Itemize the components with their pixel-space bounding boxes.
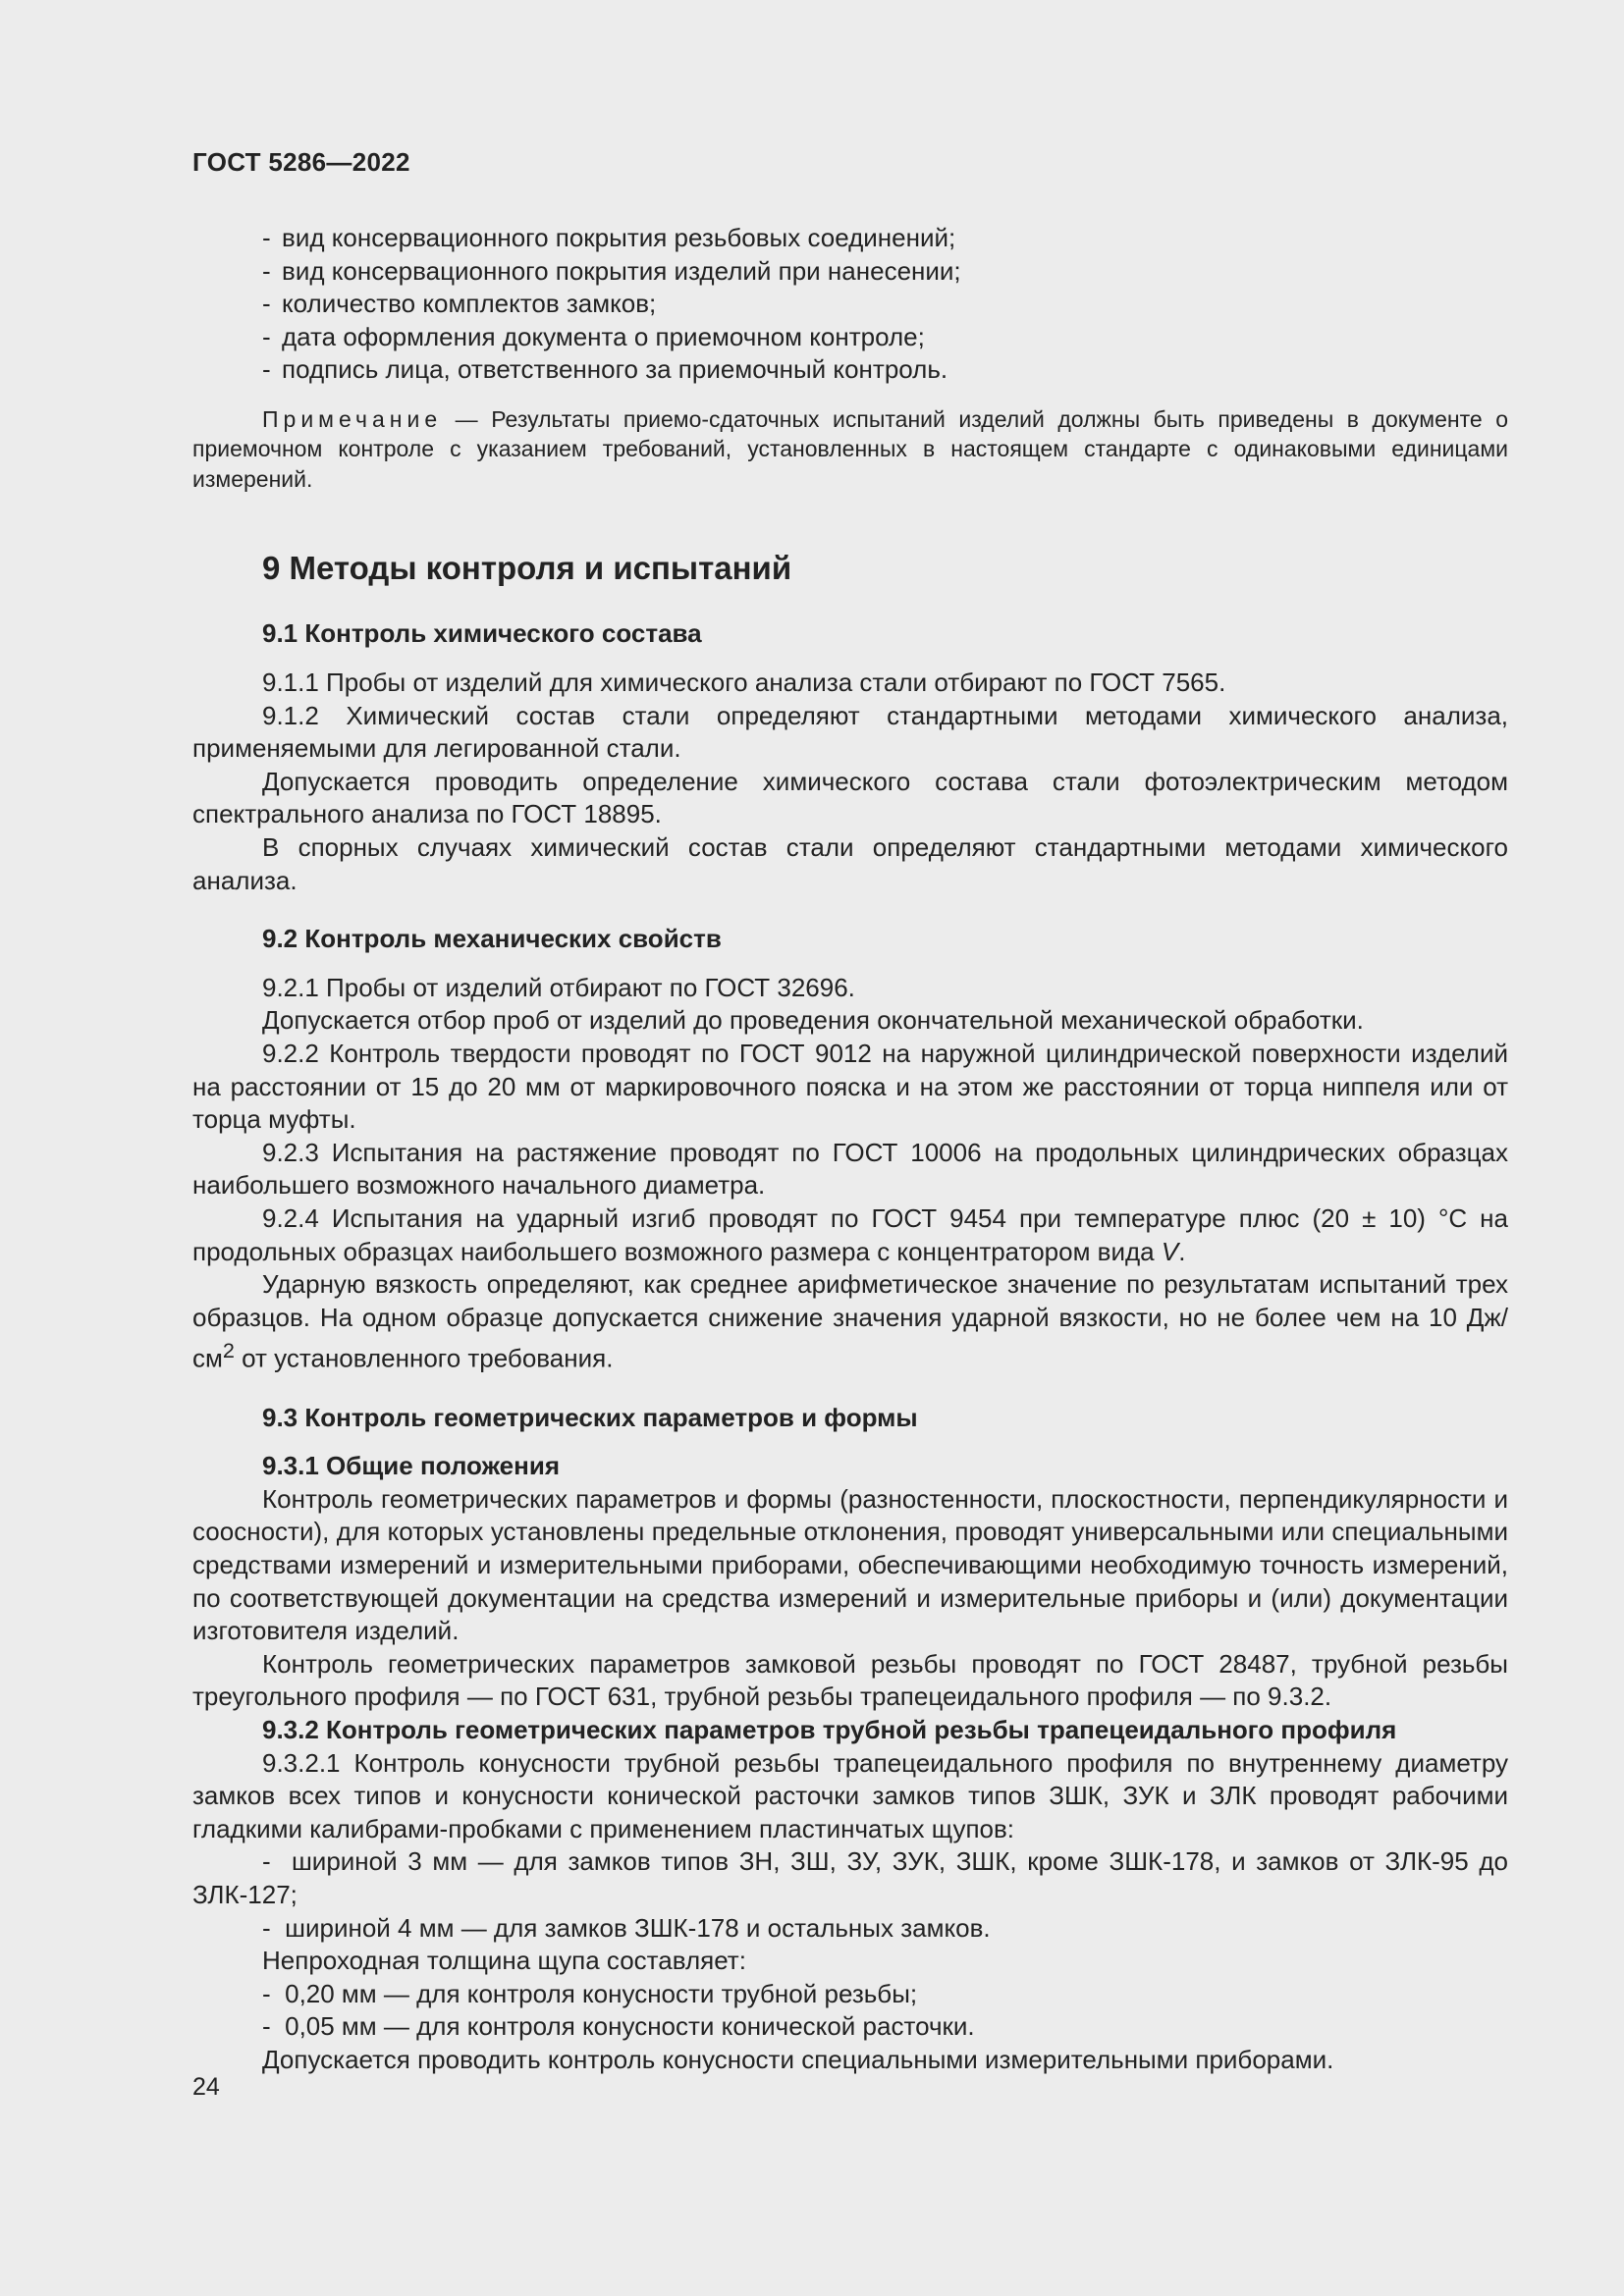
paragraph: Допускается проводить контроль конусности специальными измерительными приборами. bbox=[262, 2044, 1334, 2074]
paragraph: 9.2.2 Контроль твердости проводят по ГОСТ 9012 на наружной цилиндрической поверхности изделий на расстоянии от 15 до 20 мм от маркировочного пояска и на этом же расстоянии от торца ниппеля или от торца муфты. bbox=[192, 1039, 1508, 1135]
paragraph: 9.2.1 Пробы от изделий отбирают по ГОСТ 32696. bbox=[262, 972, 855, 1002]
section-title: 9 Методы контроля и испытаний bbox=[262, 550, 792, 587]
paragraph: 9.1.1 Пробы от изделий для химического анализа стали отбирают по ГОСТ 7565. bbox=[262, 667, 1226, 698]
paragraph: 9.3.2.1 Контроль конусности трубной резьбы трапецеидального профиля по внутреннему диаметру замков всех типов и конусности конической расточки замков типов ЗШК, ЗУК и ЗЛК проводят рабочими гладкими калибрами-пробками с применением пластинчатых щупов: bbox=[192, 1747, 1508, 1843]
paragraph: 9.2.4 Испытания на ударный изгиб проводят по ГОСТ 9454 при температуре плюс (20 ± 10) °С на продольных образцах наибольшего возможного размера с концентратором вида V. bbox=[192, 1202, 1508, 1266]
paragraph: Контроль геометрических параметров замковой резьбы проводят по ГОСТ 28487, трубной резьбы треугольного профиля — по ГОСТ 631, трубной резьбы трапецеидального профиля — по 9.3.2. bbox=[192, 1648, 1508, 1712]
subsubsection-title: 9.3.2 Контроль геометрических параметров трубной резьбы трапецеидального профиля bbox=[262, 1714, 1397, 1744]
paragraph: Непроходная толщина щупа составляет: bbox=[262, 1946, 746, 1976]
list-item: - вид консервационного покрытия резьбовых соединений; bbox=[262, 223, 956, 252]
paragraph: 9.1.2 Химический состав стали определяют стандартными методами химического анализа, применяемыми для легированной стали. bbox=[192, 700, 1508, 764]
list-item: - подпись лица, ответственного за приемочный контроль. bbox=[262, 354, 948, 385]
paragraph: В спорных случаях химический состав стали определяют стандартными методами химического анализа. bbox=[192, 832, 1508, 895]
list-item: - 0,20 мм — для контроля конусности трубной резьбы; bbox=[262, 1978, 918, 2008]
subsection-title: 9.3 Контроль геометрических параметров и формы bbox=[262, 1402, 918, 1432]
paragraph: Допускается проводить определение химического состава стали фотоэлектрическим методом спектрального анализа по ГОСТ 18895. bbox=[192, 766, 1508, 829]
page-number: 24 bbox=[192, 2073, 220, 2101]
paragraph: Контроль геометрических параметров и формы (разностенности, плоскостности, перпендикулярности и соосности), для которых установлены предельные отклонения, проводят универсальными или специальными средствами измерений и измерительными приборами, обеспечивающими необходимую точность измерений, по соответствующей документации на средства измерений и измерительные приборы и (или) документации изготовителя изделий. bbox=[192, 1483, 1508, 1646]
paragraph: Ударную вязкость определяют, как среднее арифметическое значение по результатам испытаний трех образцов. На одном образце допускается снижение значения ударной вязкости, но не более чем на 10 $Дж/см^2$ от установленного требования. bbox=[192, 1269, 1508, 1373]
list-item: - дата оформления документа о приемочном контроле; bbox=[262, 321, 925, 351]
list-item: - 0,05 мм — для контроля конусности конической расточки. bbox=[262, 2011, 975, 2042]
paragraph: Допускается отбор проб от изделий до проведения окончательной механической обработки. bbox=[262, 1005, 1364, 1036]
note-label: Примечание bbox=[262, 405, 443, 432]
subsection-title: 9.2 Контроль механических свойств bbox=[262, 924, 722, 954]
list-item: - шириной 4 мм — для замков ЗШК-178 и остальных замков. bbox=[262, 1912, 991, 1943]
subsection-title: 9.1 Контроль химического состава bbox=[262, 618, 702, 649]
subsubsection-title: 9.3.1 Общие положения bbox=[262, 1451, 560, 1481]
note bbox=[192, 404, 1508, 495]
list-item: - вид консервационного покрытия изделий при нанесении; bbox=[262, 255, 961, 286]
document-header: ГОСТ 5286—2022 bbox=[192, 147, 410, 177]
page-content bbox=[192, 222, 1508, 2076]
list-item: - шириной 3 мм — для замков типов ЗН, ЗШ, ЗУ, ЗУК, ЗШК, кроме ЗШК-178, и замков от ЗЛК-95 до ЗЛК-127; bbox=[192, 1846, 1508, 1909]
paragraph: 9.2.3 Испытания на растяжение проводят по ГОСТ 10006 на продольных цилиндрических образцах наибольшего возможного начального диаметра. bbox=[192, 1137, 1508, 1201]
note-text: — Результаты приемо-сдаточных испытаний изделий должны быть приведены в документе о приемочном контроле с указанием требований, установленных в настоящем стандарте с одинаковыми единицами измерений. bbox=[192, 405, 1508, 492]
list-item: - количество комплектов замков; bbox=[262, 289, 657, 319]
